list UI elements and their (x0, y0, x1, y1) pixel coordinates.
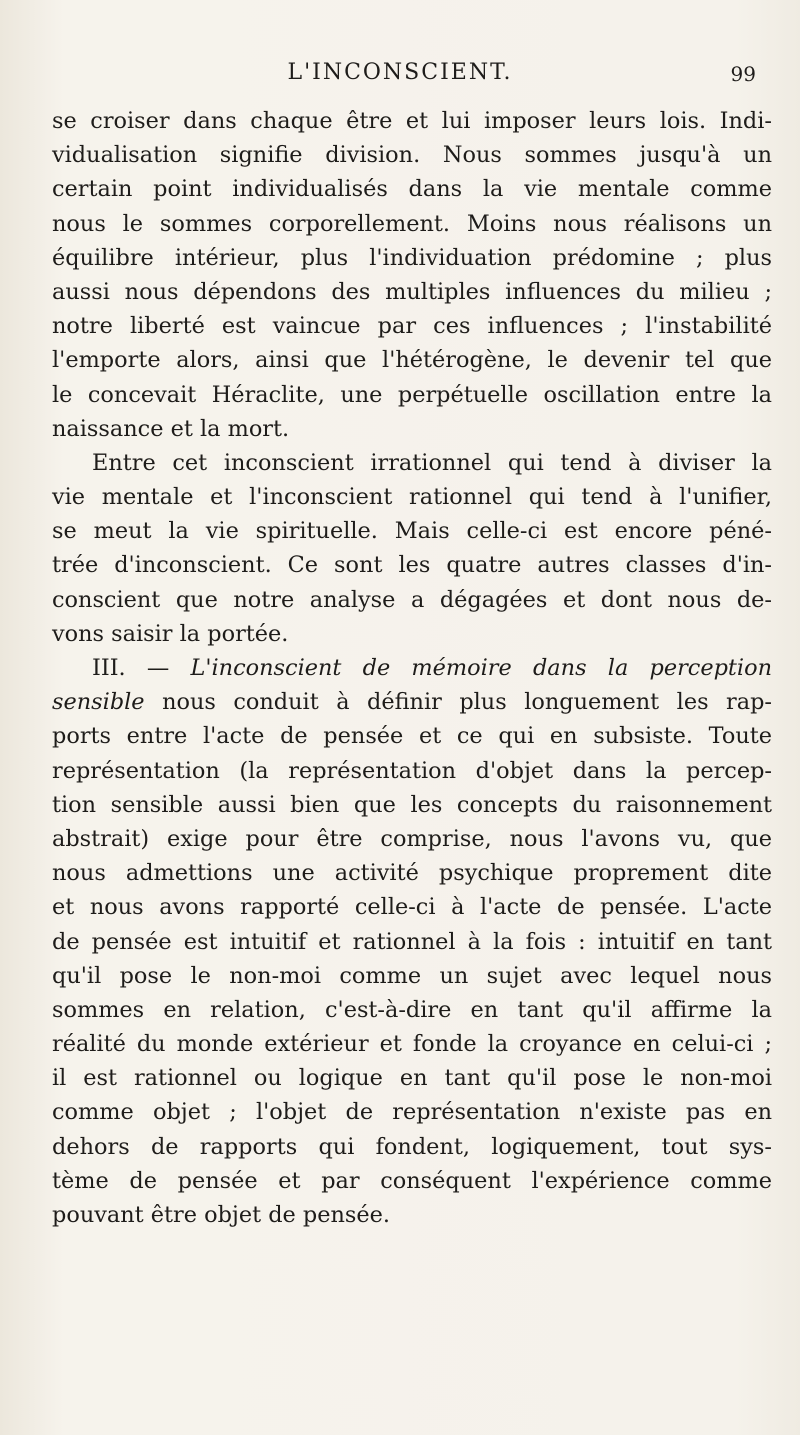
text-line: aussi nous dépendons des multiples influences du milieu ; (52, 278, 772, 305)
text-line: naissance et la mort. (52, 415, 290, 442)
paragraph-2 (52, 446, 772, 651)
text-line: réalité du monde extérieur et fonde la croyance en celui-ci ; (52, 1031, 772, 1058)
body-text (52, 104, 772, 1232)
text-line (52, 685, 772, 719)
text-fragment: nous conduit à définir plus longuement les rap- (162, 689, 772, 716)
text-line: conscient que notre analyse a dégagées et dont nous de- (52, 586, 772, 613)
paragraph-3 (52, 651, 772, 1232)
running-head-title: L'INCONSCIENT. (287, 60, 513, 85)
text-line: représentation (la représentation d'objet dans la percep- (52, 757, 772, 784)
text-line: tème de pensée et par conséquent l'expérience comme (52, 1167, 772, 1194)
text-line: certain point individualisés dans la vie mentale comme (52, 176, 772, 203)
running-head (0, 52, 800, 92)
section-heading-line (52, 651, 772, 685)
text-line: notre liberté est vaincue par ces influences ; l'instabilité (52, 313, 772, 340)
text-line: Entre cet inconscient irrationnel qui tend à diviser la (92, 449, 772, 476)
text-line: qu'il pose le non-moi comme un sujet avec lequel nous (52, 962, 772, 989)
text-line: ports entre l'acte de pensée et ce qui en subsiste. Toute (52, 723, 772, 750)
text-line: sommes en relation, c'est-à-dire en tant qu'il affirme la (52, 996, 772, 1023)
text-line: nous admettions une activité psychique proprement dite (52, 860, 772, 887)
text-line: nous le sommes corporellement. Moins nous réalisons un (52, 210, 772, 237)
text-line: l'emporte alors, ainsi que l'hétérogène, le devenir tel que (52, 347, 772, 374)
page-number: 99 (730, 62, 756, 86)
section-heading-italic: L'inconscient de mémoire dans la perception (190, 655, 772, 681)
text-line: vidualisation signifie division. Nous sommes jusqu'à un (52, 142, 772, 169)
text-line: de pensée est intuitif et rationnel à la fois : intuitif en tant (52, 928, 772, 955)
text-line: dehors de rapports qui fondent, logiquement, tout sys- (52, 1133, 772, 1160)
text-line: abstrait) exige pour être comprise, nous l'avons vu, que (52, 825, 772, 852)
text-line: trée d'inconscient. Ce sont les quatre autres classes d'in- (52, 552, 772, 579)
text-line: équilibre intérieur, plus l'individuation prédomine ; plus (52, 244, 772, 271)
text-line: se croiser dans chaque être et lui imposer leurs lois. Indi- (52, 108, 772, 134)
text-line: tion sensible aussi bien que les concepts du raisonnement (52, 791, 772, 818)
text-line: le concevait Héraclite, une perpétuelle oscillation entre la (52, 381, 772, 408)
text-line: vons saisir la portée. (52, 620, 289, 647)
text-line: comme objet ; l'objet de représentation n'existe pas en (52, 1099, 772, 1126)
text-line: se meut la vie spirituelle. Mais celle-ci est encore péné- (52, 518, 772, 545)
paragraph-1 (52, 104, 772, 446)
text-line: et nous avons rapporté celle-ci à l'acte de pensée. L'acte (52, 894, 772, 921)
section-heading-italic-continued: sensible (52, 689, 145, 716)
section-numeral: III. — (92, 655, 170, 681)
text-line: vie mentale et l'inconscient rationnel qui tend à l'unifier, (52, 484, 772, 511)
text-line: il est rationnel ou logique en tant qu'il pose le non-moi (52, 1065, 772, 1092)
text-line: pouvant être objet de pensée. (52, 1202, 391, 1228)
